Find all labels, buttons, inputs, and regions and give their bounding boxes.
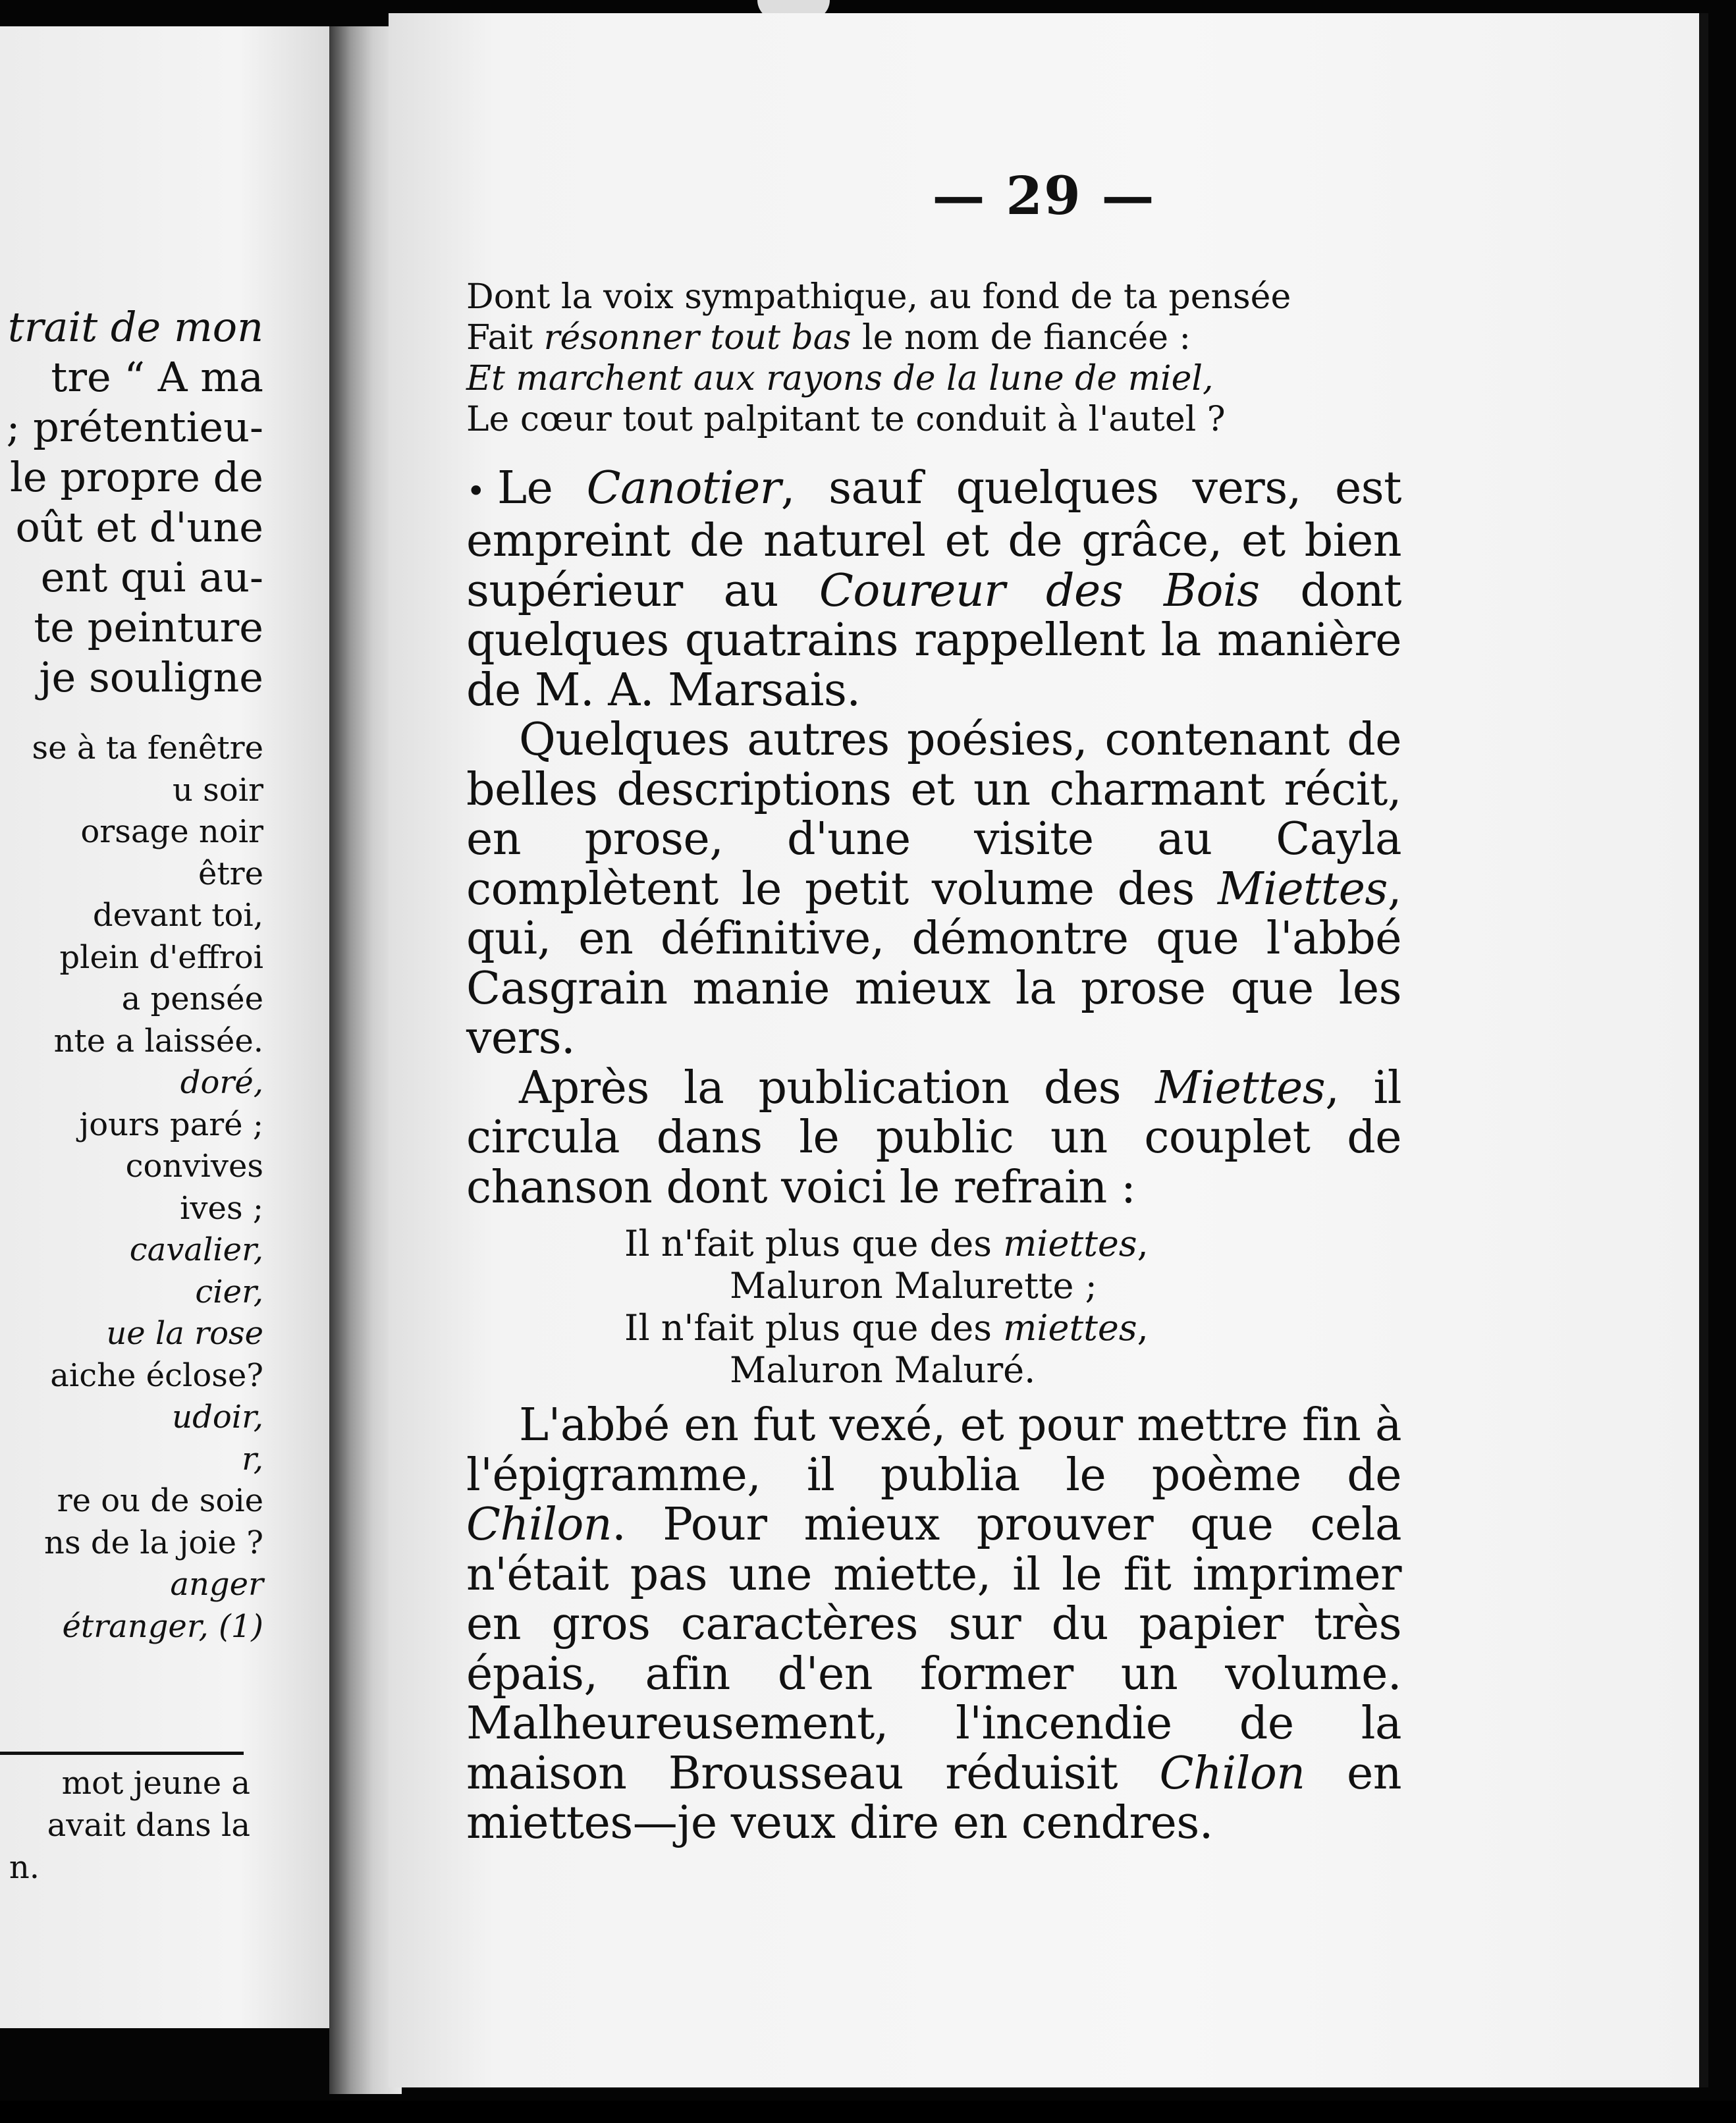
left-page-line: se à ta fenêtre (32, 730, 263, 766)
left-page-line: a pensée (121, 981, 263, 1017)
paragraph-poesies (466, 715, 1401, 1063)
text-run: , sauf quelques vers, est empreint de naturel et de grâce, et bien supérieur au (466, 462, 1401, 617)
left-page-line: re ou de soie (57, 1482, 263, 1519)
refrain-line: Maluron Maluré. (730, 1349, 1036, 1391)
left-footnote-line: avait dans la (47, 1807, 250, 1844)
footnote-rule (0, 1752, 244, 1755)
refrain-line (466, 1223, 1401, 1265)
text-run: Quelques autres poésies, contenant de belles descriptions et un charmant récit, en prose, d'une visite au Cayla complètent le petit volume des (466, 714, 1401, 915)
italic-word: miettes (1003, 1307, 1137, 1349)
verse-line: Fait résonner tout bas le nom de fiancée : (466, 318, 1191, 358)
text-run: en miettes—je veux dire en cendres. (466, 1747, 1402, 1850)
left-page-line: ent qui au- (40, 553, 263, 601)
text-run: Le (497, 462, 587, 514)
left-page-line: devant toi, (92, 897, 263, 934)
verse-line: Dont la voix sympathique, au fond de ta pensée (466, 277, 1291, 317)
right-page (389, 13, 1708, 2087)
paragraph-canotier (466, 464, 1401, 715)
verse-block (466, 277, 1401, 440)
text-run: , (1137, 1223, 1149, 1265)
verse-line: Le cœur tout palpitant te conduit à l'autel ? (466, 400, 1226, 439)
text-run: Il n'fait plus que des (624, 1307, 1004, 1349)
left-page-line: te peinture (34, 603, 263, 651)
italic-title: Miettes (1155, 1062, 1326, 1114)
left-page-line: plein d'effroi (59, 938, 263, 976)
verse-line: Et marchent aux rayons de la lune de miel, (466, 359, 1214, 398)
left-page-line: doré, (180, 1064, 263, 1101)
refrain-line: Maluron Malurette ; (730, 1265, 1097, 1307)
left-page-line: ue la rose (106, 1315, 263, 1352)
left-page-line: udoir, (172, 1399, 263, 1436)
left-footnote-line: mot jeune a (61, 1765, 250, 1802)
left-footnote-line: n. (9, 1849, 40, 1886)
left-page-line: tre “ A ma (51, 353, 263, 401)
text-run: Après la publication des (519, 1062, 1156, 1114)
left-page-line: le propre de (10, 453, 263, 501)
text-run: L'abbé en fut vexé, et pour mettre fin à l'épigramme, il publia le poème de (466, 1399, 1401, 1501)
left-page-line: être (198, 855, 263, 892)
left-page-line: étranger, (1) (62, 1607, 263, 1645)
left-page-line: jours paré ; (79, 1106, 263, 1143)
text-run: , qui, en définitive, démontre que l'abbé Casgrain manie mieux la prose que les vers. (466, 863, 1401, 1065)
text-run: . Pour mieux prouver que cela n'était pas une miette, il le fit imprimer en gros caractères sur du papier très épais, afin d'en former un volume. Malheureusement, l'incendie de la maison Brousseau réduisit (466, 1499, 1401, 1800)
text-run: dont quelques quatrains rappellent la manière de M. A. Marsais. (466, 564, 1402, 716)
left-page-line: ns de la joie ? (44, 1524, 263, 1561)
italic-title: Chilon (1159, 1747, 1305, 1800)
text-run: , (1137, 1307, 1149, 1349)
italic-title: Chilon (466, 1499, 612, 1551)
left-page-line: oût et d'une (15, 503, 263, 551)
left-page-line: ives ; (180, 1189, 263, 1227)
italic-title: Canotier (586, 462, 781, 514)
left-page-line: cavalier, (129, 1231, 263, 1268)
scan-bottom-edge (0, 2101, 1736, 2123)
text-run: Il n'fait plus que des (624, 1223, 1004, 1265)
paragraph-publication (466, 1063, 1401, 1213)
left-page-line: orsage noir (80, 813, 263, 850)
italic-title: Coureur des Bois (819, 564, 1260, 617)
left-page-line: ; prétentieu- (6, 403, 263, 451)
left-page-line: aiche éclose? (50, 1357, 263, 1394)
italic-word: miettes (1003, 1223, 1137, 1265)
left-page-line: r, (242, 1440, 263, 1478)
left-page-line: trait de mon (7, 303, 263, 351)
left-page-line: nte a laissée. (53, 1022, 263, 1060)
text-run: , il circula dans le public un couplet de chanson dont voici le refrain : (466, 1062, 1402, 1214)
refrain-line (466, 1307, 1401, 1349)
left-page-line: je souligne (39, 653, 263, 701)
left-page-line: anger (170, 1566, 263, 1603)
left-page-line: convives (125, 1148, 263, 1185)
italic-title: Miettes (1217, 863, 1388, 915)
page-content (466, 277, 1401, 1848)
refrain-block (466, 1223, 1401, 1391)
bullet-mark: • (466, 471, 485, 510)
paragraph-chilon (466, 1401, 1401, 1848)
page-number: — 29 — (932, 165, 1156, 227)
left-page-line: u soir (173, 771, 263, 809)
left-page (0, 26, 342, 2028)
left-page-line: cier, (195, 1273, 263, 1310)
